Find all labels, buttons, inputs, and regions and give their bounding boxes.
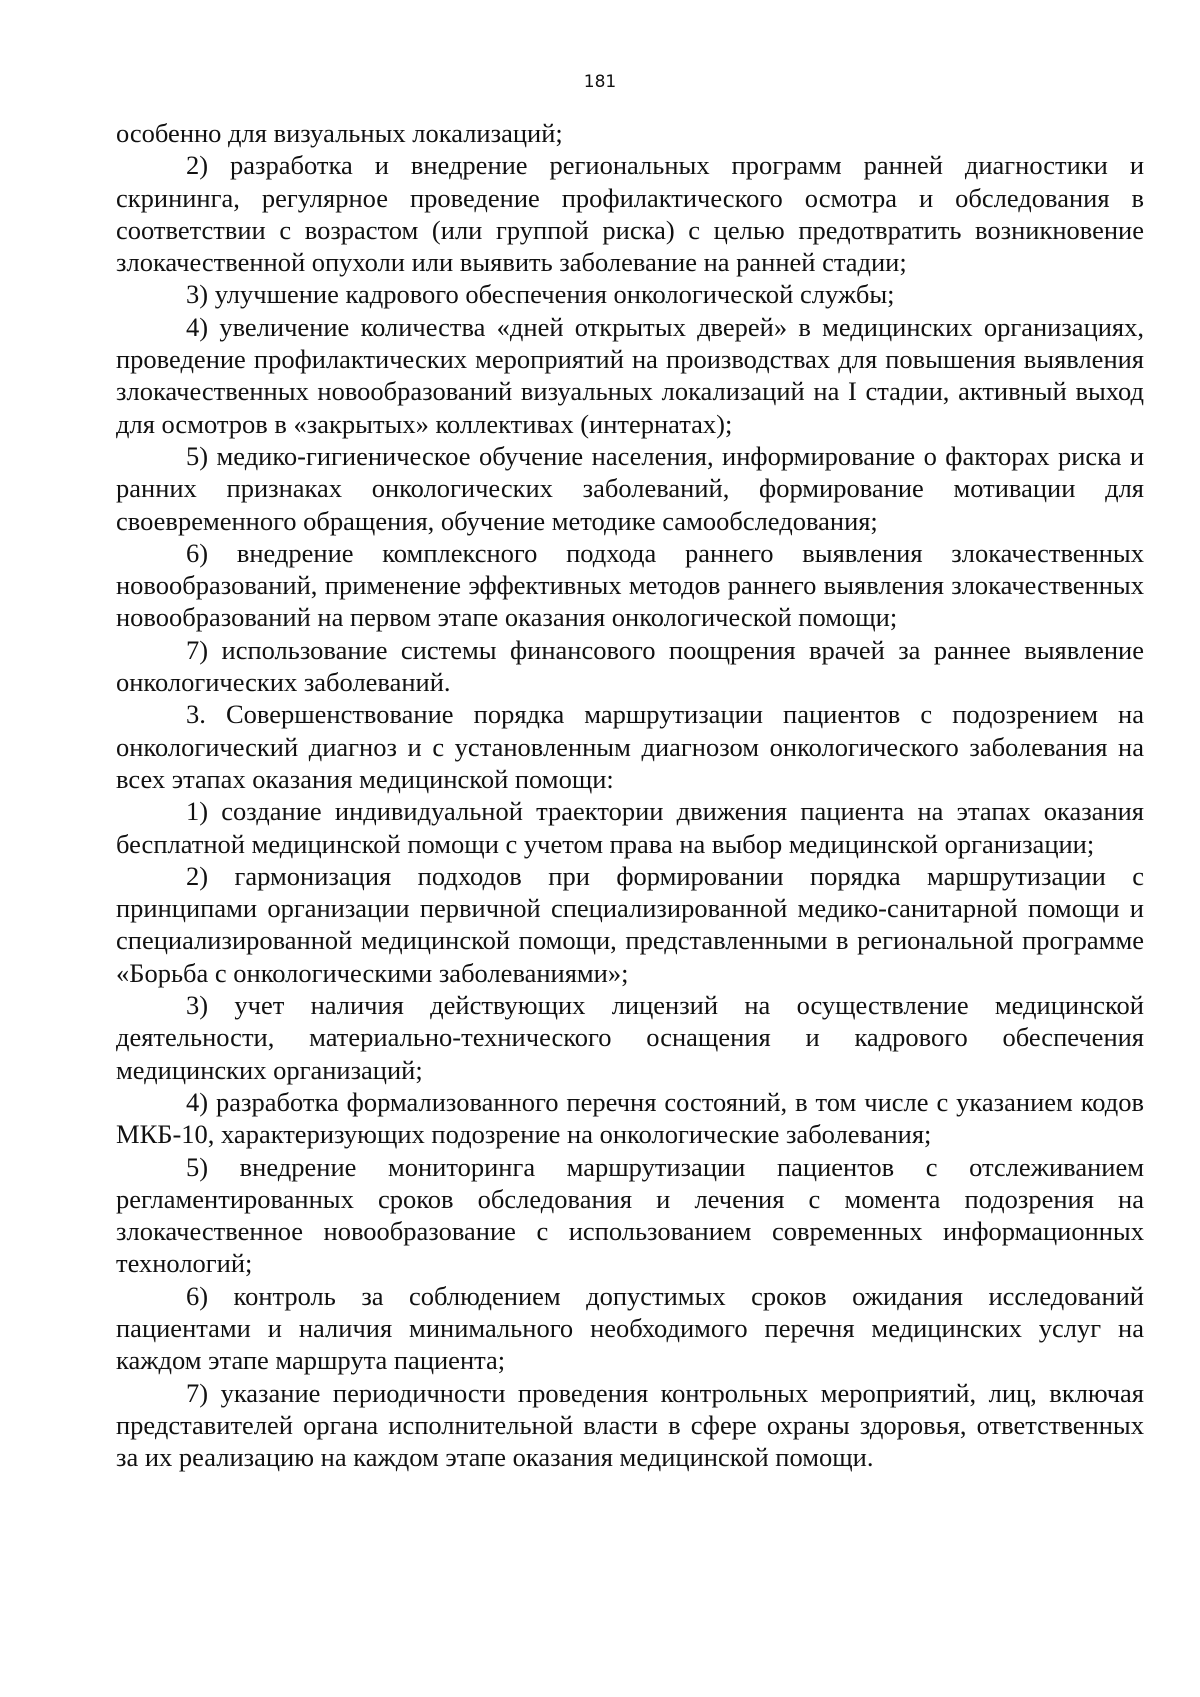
paragraph: особенно для визуальных локализаций; — [116, 118, 563, 148]
paragraph: 7) использование системы финансового поощрения врачей за раннее выявление онкологических заболеваний. — [116, 634, 1144, 698]
paragraph: 5) медико-гигиеническое обучение населения, информирование о факторах риска и ранних признаках онкологических заболеваний, формирование мотивации для своевременного обращения, обучение методике самообследования; — [116, 440, 1144, 536]
paragraph: 3) улучшение кадрового обеспечения онкологической службы; — [186, 279, 895, 310]
document-body — [116, 117, 1144, 1473]
section-heading-paragraph: 3. Совершенствование порядка маршрутизации пациентов с подозрением на онкологический диагноз и с установленным диагнозом онкологического заболевания на всех этапах оказания медицинской помощи: — [116, 699, 1144, 794]
paragraph: 4) увеличение количества «дней открытых дверей» в медицинских организациях, проведение профилактических мероприятий на производствах для повышения выявления злокачественных новообразований визуальных локализаций на I стадии, активный выход для осмотров в «закрытых» коллективах (интернатах); — [116, 311, 1144, 439]
paragraph: 6) внедрение комплексного подхода раннего выявления злокачественных новообразований, применение эффективных методов раннего выявления злокачественных новообразований на первом этапе оказания онкологической помощи; — [116, 537, 1144, 633]
page-number: 181 — [583, 72, 617, 92]
paragraph: 2) разработка и внедрение региональных программ ранней диагностики и скрининга, регулярное проведение профилактического осмотра и обследования в соответствии с возрастом (или группой риска) с целью предотвратить возникновение злокачественной опухоли или выявить заболевание на ранней стадии; — [116, 150, 1144, 278]
paragraph: 6) контроль за соблюдением допустимых сроков ожидания исследований пациентами и наличия минимального необходимого перечня медицинских услуг на каждом этапе маршрута пациента; — [116, 1280, 1144, 1376]
paragraph: 4) разработка формализованного перечня состояний, в том числе с указанием кодов МКБ-10, характеризующих подозрение на онкологические заболевания; — [116, 1086, 1144, 1150]
paragraph: 7) указание периодичности проведения контрольных мероприятий, лиц, включая представителей органа исполнительной власти в сфере охраны здоровья, ответственных за их реализацию на каждом этапе оказания медицинской помощи. — [116, 1377, 1144, 1473]
paragraph: 5) внедрение мониторинга маршрутизации пациентов с отслеживанием регламентированных сроков обследования и лечения с момента подозрения на злокачественное новообразование с использованием современных информационных технологий; — [116, 1151, 1144, 1279]
paragraph: 3) учет наличия действующих лицензий на осуществление медицинской деятельности, материально-технического оснащения и кадрового обеспечения медицинских организаций; — [116, 990, 1144, 1085]
paragraph: 1) создание индивидуальной траектории движения пациента на этапах оказания бесплатной медицинской помощи с учетом права на выбор медицинской организации; — [116, 796, 1144, 859]
paragraph: 2) гармонизация подходов при формировании порядка маршрутизации с принципами организации первичной специализированной медико-санитарной помощи и специализированной медицинской помощи, представленными в региональной программе «Борьба с онкологическими заболеваниями»; — [116, 860, 1144, 988]
